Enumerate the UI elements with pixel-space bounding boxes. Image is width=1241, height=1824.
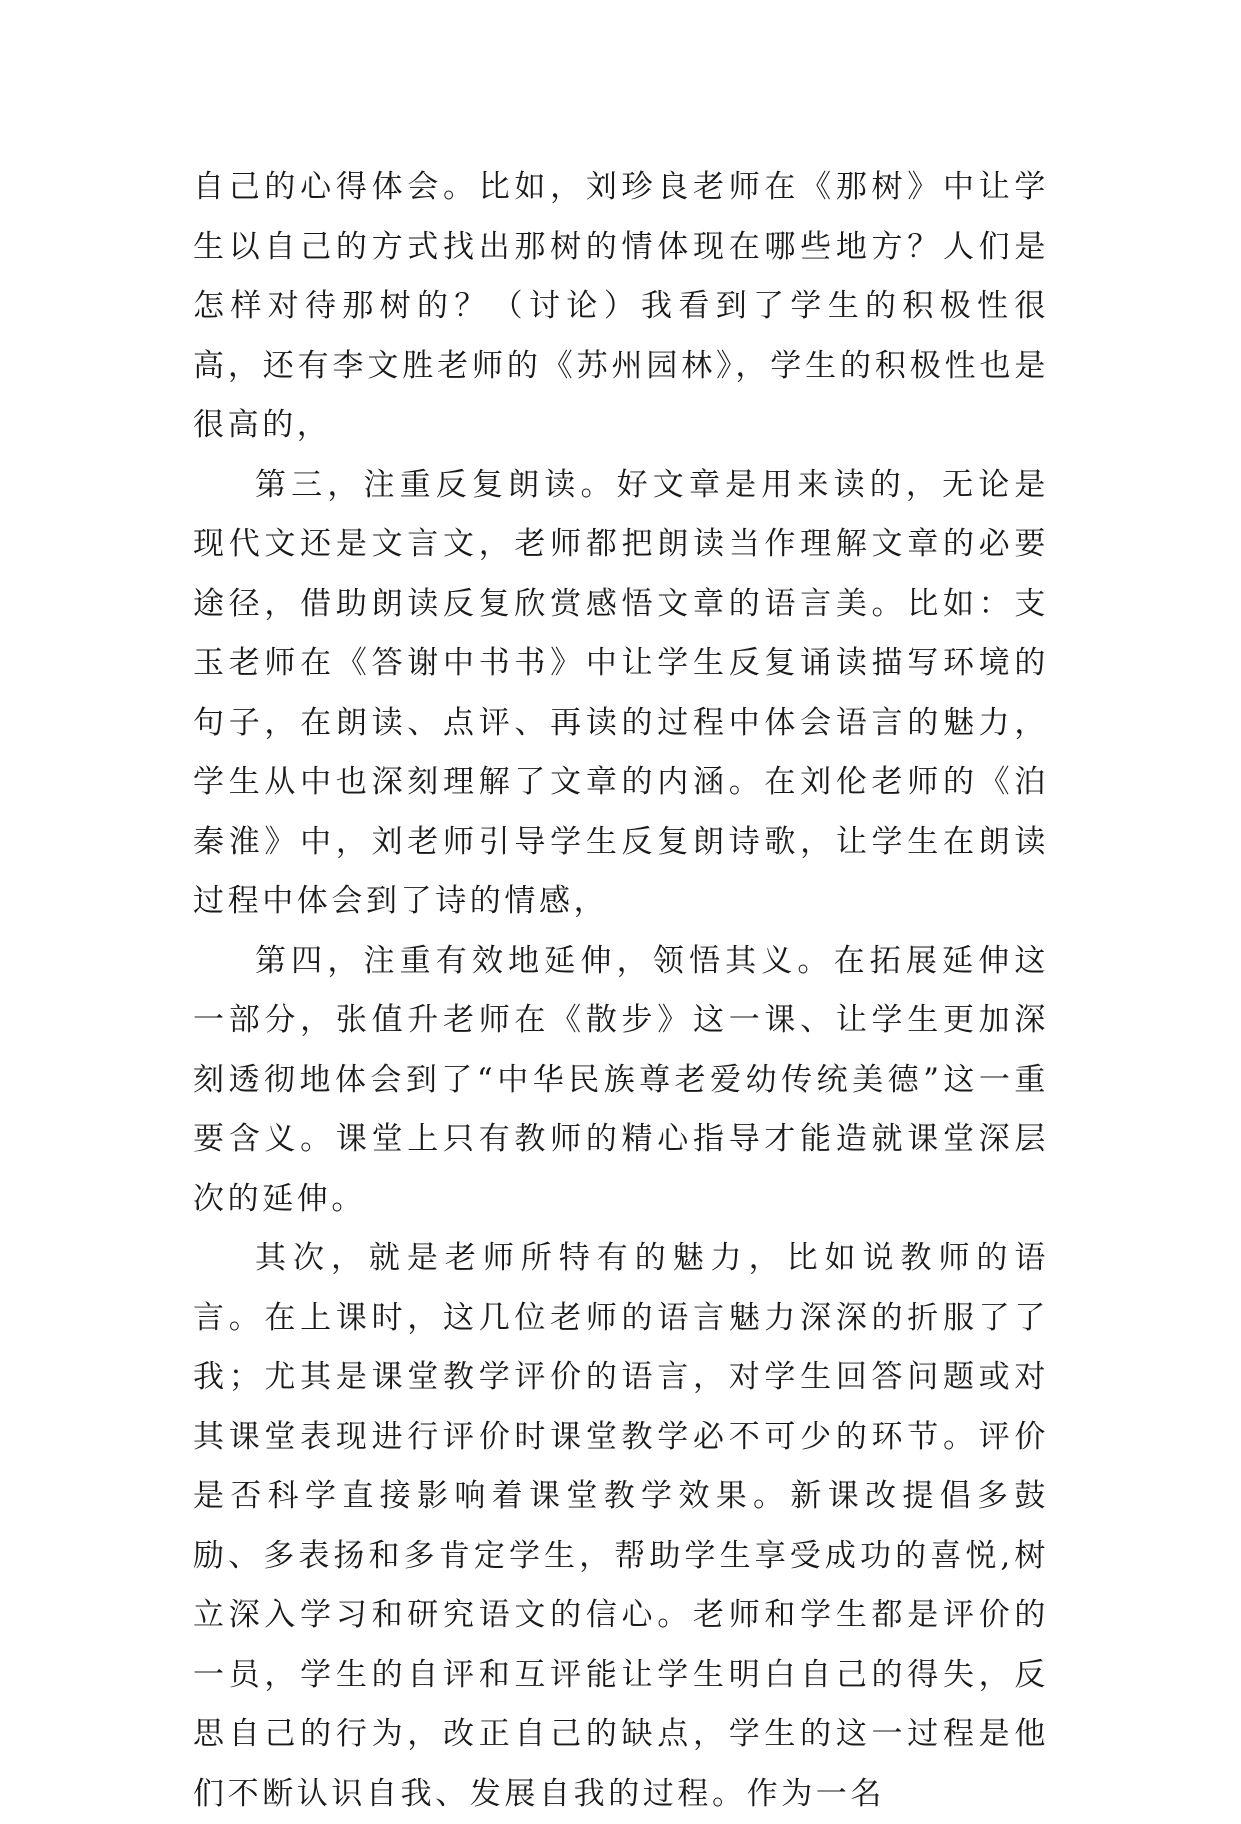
- body-text: [193, 158, 1049, 1824]
- paragraph-1: 自己的心得体会。比如，刘珍良老师在《那树》中让学生以自己的方式找出那树的情体现在哪些地方？人们是怎样对待那树的？（讨论）我看到了学生的积极性很高，还有李文胜老师的《苏州园林》，学生的积极性也是很高的，: [193, 169, 1049, 443]
- paragraph-4: 其次，就是老师所特有的魅力，比如说教师的语言。在上课时，这几位老师的语言魅力深深的折服了了我；尤其是课堂教学评价的语言，对学生回答问题或对其课堂表现进行评价时课堂教学必不可少的环节。评价是否科学直接影响着课堂教学效果。新课改提倡多鼓励、多表扬和多肯定学生，帮助学生享受成功的喜悦,树立深入学习和研究语文的信心。老师和学生都是评价的一员，学生的自评和互评能让学生明白自己的得失，反思自己的行为，改正自己的缺点，学生的这一过程是他们不断认识自我、发展自我的过程。作为一名: [193, 1240, 1049, 1812]
- paragraph-2: 第三，注重反复朗读。好文章是用来读的，无论是现代文还是文言文，老师都把朗读当作理解文章的必要途径，借助朗读反复欣赏感悟文章的语言美。比如：支玉老师在《答谢中书书》中让学生反复诵读描写环境的句子，在朗读、点评、再读的过程中体会语言的魅力，学生从中也深刻理解了文章的内涵。在刘伦老师的《泊秦淮》中，刘老师引导学生反复朗诗歌，让学生在朗读过程中体会到了诗的情感，: [193, 466, 1049, 919]
- paragraph-3: 第四，注重有效地延伸，领悟其义。在拓展延伸这一部分，张值升老师在《散步》这一课、让学生更加深刻透彻地体会到了“中华民族尊老爱幼传统美德”这一重要含义。课堂上只有教师的精心指导才能造就课堂深层次的延伸。: [193, 942, 1049, 1217]
